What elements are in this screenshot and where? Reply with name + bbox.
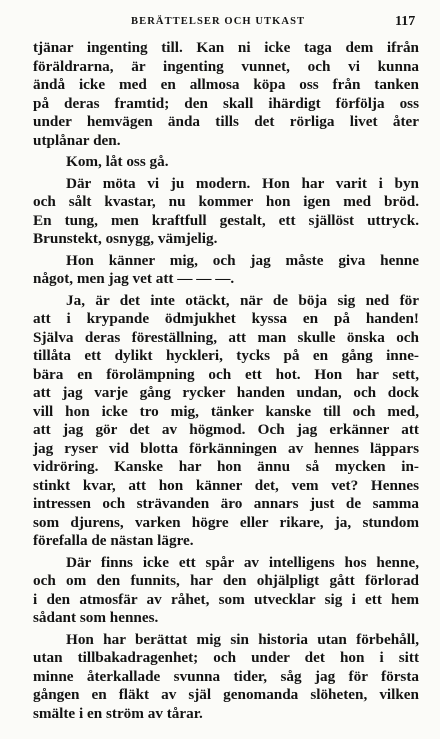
- text-line: utan tillbakadragenhet; och under det hon i sitt: [33, 649, 419, 666]
- text-line: bära en förolämpning och ett hot. Hon har sett,: [33, 365, 419, 383]
- text-line: Brunstekt, osnygg, vämjelig.: [33, 230, 218, 247]
- text-line: minne återkallade svunna tider, såg jag för första: [33, 667, 419, 685]
- text-line: Där finns icke ett spår av intelligens hos henne,: [66, 553, 419, 571]
- text-line: och sålt kvastar, nu kommer hon igen med bröd.: [33, 193, 419, 210]
- text-line: Där möta vi ju modern. Hon har varit i byn: [66, 174, 419, 192]
- text-line: sådant som hennes.: [33, 609, 159, 626]
- text-line: utplånar den.: [33, 131, 121, 149]
- text-line: ändå icke med en allmosa köpa oss från tanken: [33, 76, 419, 93]
- running-head: BERÄTTELSER OCH UTKAST: [131, 16, 306, 27]
- text-line: Ja, är det inte otäckt, när de böja sig ned för: [66, 291, 419, 309]
- text-line: stinkt kvar, att hon känner det, vem vet? Hennes: [33, 476, 419, 494]
- text-line: Kom, låt oss gå.: [66, 153, 169, 170]
- text-line: föräldrarna, är ingenting vunnet, och vi kunna: [33, 57, 419, 75]
- text-line: tillåta ett dylikt hyckleri, tycks på en gång inne-: [33, 347, 419, 364]
- text-line: på deras framtid; den skall ihärdigt förfölja oss: [33, 94, 419, 112]
- page-number: 117: [395, 14, 416, 29]
- text-line: Hon har berättat mig sin historia utan förbehåll,: [66, 630, 419, 648]
- text-line: något, men jag vet att — — —.: [33, 270, 235, 287]
- text-line: gången en fläkt av själ genomanda slöheten, vilken: [33, 686, 419, 703]
- text-line: och om den funnits, har den ohjälpligt gått förlorad: [33, 572, 419, 589]
- text-line: förefalla de nästan lägre.: [33, 532, 194, 549]
- text-line: att jag gör det av högmod. Och jag erkänner att: [33, 421, 419, 438]
- text-line: intressen och strävanden äro annars just de samma: [33, 495, 419, 512]
- text-line: som djurens, varken högre eller rikare, ja, stundom: [33, 513, 419, 531]
- text-line: under hemvägen ända tills det rörliga livet åter: [33, 113, 419, 130]
- text-line: smälte i en ström av tårar.: [33, 704, 203, 722]
- text-line: En tung, men kraftfull gestalt, ett själlöst uttryck.: [33, 211, 419, 229]
- text-line: vill hon icke tro mig, tänker kanske till och med,: [33, 402, 419, 420]
- body-text: [33, 39, 419, 723]
- text-line: Hon känner mig, och jag måste giva henne: [66, 251, 419, 269]
- text-line: att i krypande ödmjukhet kyssa en på handen!: [33, 310, 419, 327]
- text-line: jag ryser vid blotta förkänningen av hennes läppars: [33, 439, 419, 457]
- text-line: vidröring. Kanske har hon ännu så mycken in-: [33, 458, 419, 475]
- text-line: i den atmosfär av råhet, som utvecklar sig i ett hem: [33, 590, 419, 608]
- text-line: Själva deras föreställning, att man skulle önska och: [33, 328, 419, 346]
- text-line: tjänar ingenting till. Kan ni icke taga dem ifrån: [33, 39, 419, 56]
- page-header: [0, 14, 440, 34]
- text-line: att jag varje gång rycker handen undan, och dock: [33, 384, 419, 401]
